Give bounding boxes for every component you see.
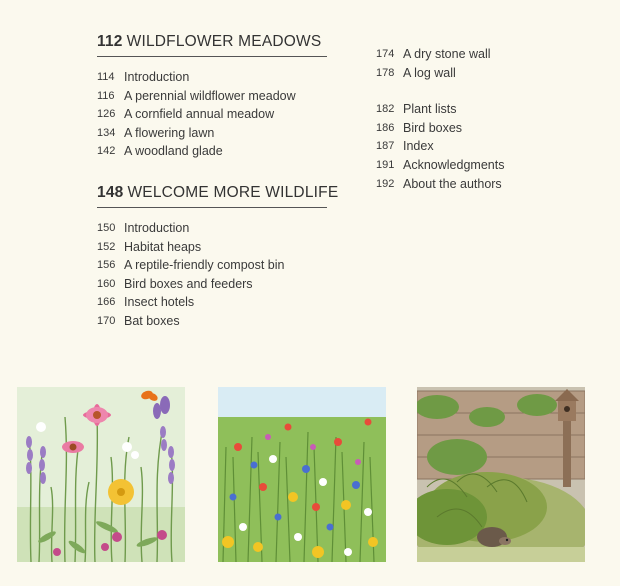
toc-entry[interactable] xyxy=(97,142,327,161)
toc-entry[interactable] xyxy=(376,156,576,175)
toc-entry[interactable] xyxy=(97,124,327,143)
entry-page: 114 xyxy=(97,71,115,83)
entry-page: 142 xyxy=(97,145,116,158)
entry-title: A cornfield annual meadow xyxy=(124,107,275,122)
section-title: WELCOME MORE WILDLIFE xyxy=(127,183,339,201)
wildflower-border-illustration xyxy=(17,387,185,562)
entry-title: A dry stone wall xyxy=(403,47,491,61)
toc-entry[interactable] xyxy=(97,293,327,312)
section-welcome-wildlife xyxy=(97,183,339,331)
toc-entry[interactable] xyxy=(376,64,576,83)
habitat-heap-illustration xyxy=(417,387,585,562)
section-page-number: 148 xyxy=(97,183,124,201)
meadow-art xyxy=(218,387,386,562)
section-heading xyxy=(97,33,327,57)
entry-title: Habitat heaps xyxy=(124,239,202,254)
entry-page: 152 xyxy=(97,240,116,253)
section-gap xyxy=(97,161,327,184)
entry-page: 116 xyxy=(97,89,115,102)
entry-title: Bat boxes xyxy=(124,313,180,328)
toc-entry[interactable] xyxy=(97,87,327,106)
entry-page: 126 xyxy=(97,108,116,121)
entry-title: A woodland glade xyxy=(124,144,223,159)
entry-page: 178 xyxy=(376,66,395,79)
entry-title: A perennial wildflower meadow xyxy=(124,88,296,103)
meadow-illustration xyxy=(218,387,386,562)
entry-title: Introduction xyxy=(124,70,190,84)
entry-title: Insect hotels xyxy=(124,295,195,310)
toc-entry[interactable] xyxy=(376,119,576,138)
section-title: WILDFLOWER MEADOWS xyxy=(126,33,322,50)
entry-page: 187 xyxy=(376,140,395,153)
toc-entry[interactable] xyxy=(376,100,576,119)
wildflower-border-art xyxy=(17,387,185,562)
right-toc-column xyxy=(376,45,576,193)
toc-entry[interactable] xyxy=(97,68,327,87)
entry-title: Acknowledgments xyxy=(403,157,505,172)
entry-title: Introduction xyxy=(124,220,190,235)
entry-page: 134 xyxy=(97,126,116,139)
section-page-number: 112 xyxy=(97,33,123,50)
entry-title: A flowering lawn xyxy=(124,125,215,140)
entry-page: 150 xyxy=(97,221,116,234)
toc-entry[interactable] xyxy=(376,137,576,156)
section-wildflower-meadows xyxy=(97,33,327,161)
entry-page: 174 xyxy=(376,48,395,60)
entry-title: About the authors xyxy=(403,176,502,191)
left-toc-column xyxy=(97,33,339,331)
entry-page: 192 xyxy=(376,177,395,190)
entry-title: Bird boxes and feeders xyxy=(124,276,253,291)
toc-entry[interactable] xyxy=(97,312,327,331)
toc-entry[interactable] xyxy=(97,256,327,275)
entry-title: A reptile-friendly compost bin xyxy=(124,258,285,273)
entry-page: 182 xyxy=(376,103,395,116)
entry-page: 160 xyxy=(97,277,116,290)
entry-title: A log wall xyxy=(403,65,456,80)
toc-entry[interactable] xyxy=(97,275,327,294)
entry-page: 186 xyxy=(376,121,395,134)
entry-title: Plant lists xyxy=(403,102,457,117)
toc-entry[interactable] xyxy=(376,45,576,64)
entry-title: Bird boxes xyxy=(403,120,463,135)
entry-page: 156 xyxy=(97,259,116,272)
toc-entry[interactable] xyxy=(97,219,327,238)
entry-page: 166 xyxy=(97,296,116,309)
group-gap xyxy=(376,82,576,100)
entry-page: 191 xyxy=(376,158,395,171)
entry-title: Index xyxy=(403,139,434,154)
entry-page: 170 xyxy=(97,314,116,327)
toc-entry[interactable] xyxy=(97,105,327,124)
section-heading xyxy=(97,183,339,208)
habitat-heap-art xyxy=(417,387,585,562)
toc-entry[interactable] xyxy=(376,175,576,194)
toc-entry[interactable] xyxy=(97,238,327,257)
